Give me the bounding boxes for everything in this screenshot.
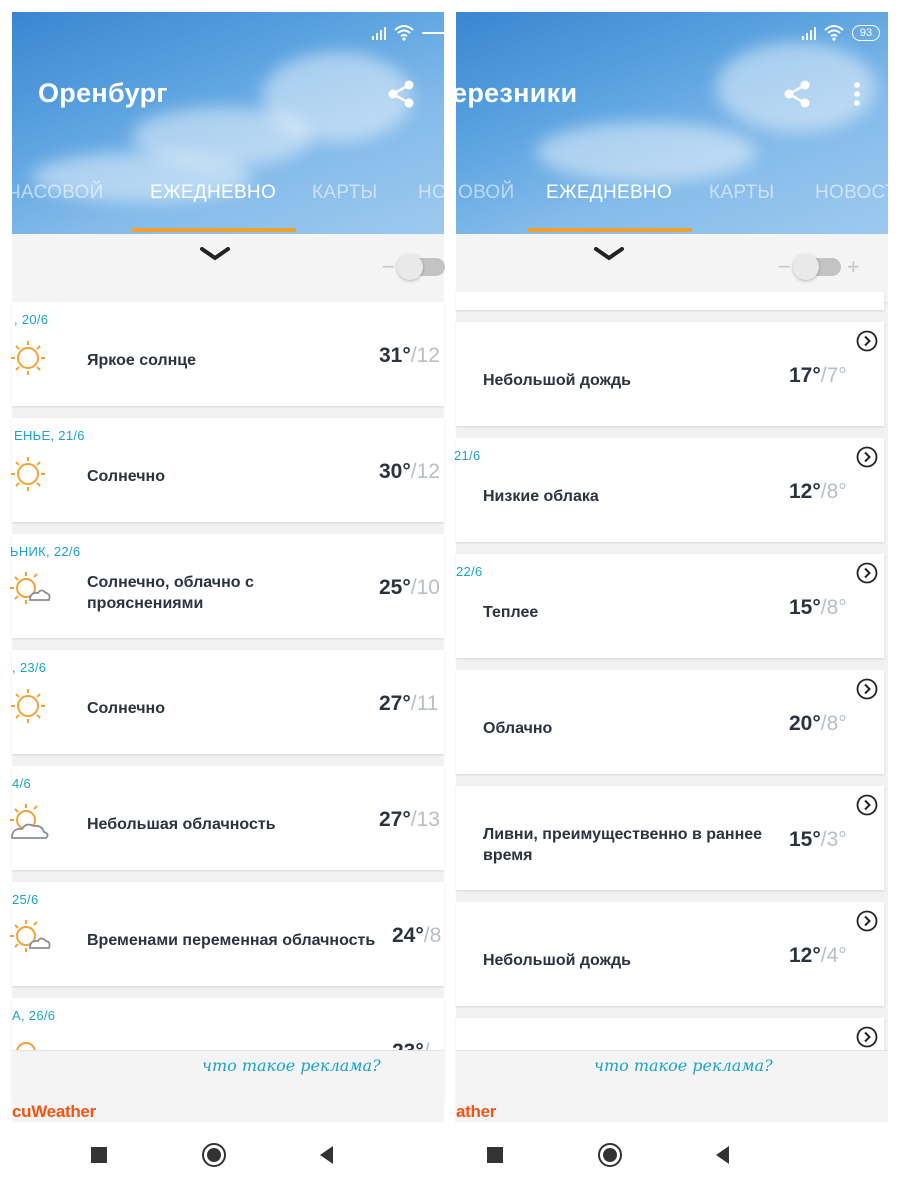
chevron-down-icon[interactable]	[198, 244, 232, 264]
weather-description: Ливни, преимущественно в раннее время	[483, 826, 763, 864]
temp-low: /12	[410, 344, 440, 367]
signal-icon	[372, 26, 386, 40]
back-icon[interactable]	[314, 1142, 340, 1168]
temperature	[789, 944, 847, 968]
detail-toggle[interactable]	[382, 254, 445, 280]
temp-high: 25°	[379, 576, 411, 599]
forecast-card[interactable]	[456, 786, 884, 890]
share-icon	[783, 79, 811, 109]
chevron-right-circle-icon[interactable]	[856, 330, 878, 352]
tab-bar	[456, 182, 897, 218]
toggle-track	[797, 258, 841, 276]
temperature	[379, 344, 440, 368]
temp-high: 15°	[789, 596, 821, 619]
temp-high: 17°	[789, 364, 821, 387]
day-label: 4/6	[12, 776, 31, 791]
cloud-decor	[536, 122, 756, 182]
temperature	[789, 480, 847, 504]
weather-description: Облачно	[483, 720, 553, 737]
tab-maps[interactable]: КАРТЫ	[312, 182, 378, 203]
forecast-card[interactable]	[456, 322, 884, 426]
weather-screen-left	[8, 12, 448, 1188]
day-label: ЬНИК, 22/6	[10, 544, 81, 559]
forecast-card[interactable]	[456, 438, 884, 542]
battery-icon	[422, 32, 450, 34]
chevron-right-circle-icon[interactable]	[856, 562, 878, 584]
temp-low: /13	[410, 808, 440, 831]
tab-daily[interactable]: ЕЖЕДНЕВНО	[546, 182, 673, 203]
temp-low: /8°	[820, 712, 847, 735]
weather-description: Теплее	[483, 604, 539, 621]
toggle-minus: −	[382, 254, 395, 279]
weather-description: Небольшой дождь	[483, 372, 631, 389]
tab-hourly[interactable]: ОВОЙ	[458, 182, 515, 203]
chevron-right-circle-icon[interactable]	[856, 1026, 878, 1048]
forecast-card[interactable]	[456, 554, 884, 658]
back-icon[interactable]	[710, 1142, 736, 1168]
signal-icon	[802, 26, 816, 40]
temp-high: 12°	[789, 944, 821, 967]
status-bar	[802, 25, 880, 41]
city-title: ерезники	[452, 78, 578, 108]
day-label: 22/6	[456, 564, 483, 579]
temp-low: /11	[410, 692, 439, 715]
toggle-minus: −	[778, 254, 791, 279]
weather-description: Небольшой дождь	[483, 952, 631, 969]
day-label: 25/6	[12, 892, 39, 907]
temp-high: 30°	[379, 460, 411, 483]
forecast-card[interactable]	[456, 670, 884, 774]
day-label: ЕНЬЕ, 21/6	[14, 428, 85, 443]
toggle-plus: +	[846, 254, 860, 279]
temp-low: /12	[410, 460, 440, 483]
day-label: А, 26/6	[12, 1008, 56, 1023]
weather-description: Временами переменная облачность	[87, 932, 376, 949]
chevron-down-icon[interactable]	[592, 244, 626, 264]
status-bar	[372, 25, 450, 41]
ad-banner[interactable]	[12, 1050, 444, 1123]
tab-hourly[interactable]: ЧАСОВОЙ	[8, 182, 104, 203]
recents-icon[interactable]	[86, 1142, 112, 1168]
home-icon[interactable]	[201, 1142, 227, 1168]
temperature	[789, 596, 847, 620]
ad-info-link[interactable]: что такое реклама?	[202, 1056, 381, 1075]
weather-screen-right	[452, 12, 897, 1188]
temp-high: 31°	[379, 344, 411, 367]
weather-description: Яркое солнце	[87, 352, 197, 369]
chevron-right-circle-icon[interactable]	[856, 794, 878, 816]
chevron-right-circle-icon[interactable]	[856, 910, 878, 932]
temp-low: /8	[423, 924, 442, 947]
temp-high: 24°	[392, 924, 424, 947]
tab-news[interactable]: НО	[418, 182, 448, 203]
temp-high: 27°	[379, 808, 411, 831]
more-vert-icon	[853, 81, 861, 107]
header	[452, 12, 897, 234]
sun-icon	[8, 452, 52, 496]
active-tab-indicator	[132, 228, 296, 232]
temperature	[379, 460, 440, 484]
forecast-card[interactable]	[12, 534, 444, 638]
day-label: 21/6	[454, 448, 481, 463]
ad-banner[interactable]	[456, 1050, 888, 1123]
sun-cloud-icon	[8, 916, 52, 960]
forecast-card[interactable]	[12, 882, 444, 986]
weather-description: Солнечно	[87, 468, 165, 485]
share-button[interactable]	[782, 78, 812, 110]
temp-low: /8°	[820, 596, 847, 619]
tab-daily[interactable]: ЕЖЕДНЕВНО	[150, 182, 277, 203]
temperature	[379, 576, 440, 600]
recents-icon[interactable]	[482, 1142, 508, 1168]
tab-bar	[8, 182, 448, 218]
temperature	[379, 808, 440, 832]
weather-description: Солнечно, облачно с прояснениями	[87, 574, 254, 612]
sun-icon	[8, 336, 52, 380]
temp-low: /3°	[820, 828, 847, 851]
day-label: , 20/6	[14, 312, 49, 327]
temperature	[789, 828, 847, 852]
temp-high: 12°	[789, 480, 821, 503]
sun-icon	[8, 684, 52, 728]
temperature	[392, 924, 441, 948]
accuweather-logo: ather	[456, 1102, 497, 1121]
accuweather-logo: cuWeather	[12, 1102, 96, 1121]
weather-description: Небольшая облачность	[87, 816, 276, 833]
temp-high: 27°	[379, 692, 411, 715]
temp-low: /10	[410, 576, 440, 599]
share-button[interactable]	[386, 78, 416, 110]
toggle-knob	[397, 254, 423, 280]
forecast-card[interactable]	[456, 902, 884, 1006]
forecast-card[interactable]	[12, 766, 444, 870]
home-icon[interactable]	[597, 1142, 623, 1168]
day-label: , 23/6	[12, 660, 47, 675]
temp-high: 20°	[789, 712, 821, 735]
temperature	[379, 692, 438, 716]
android-nav-bar	[456, 1122, 888, 1188]
temperature	[789, 364, 847, 388]
temp-low: /7°	[820, 364, 847, 387]
wifi-icon	[394, 25, 414, 41]
toggle-knob	[793, 254, 819, 280]
subbar	[12, 234, 444, 303]
temp-high: 15°	[789, 828, 821, 851]
forecast-card[interactable]	[12, 418, 444, 522]
sun-cloud-icon	[8, 568, 52, 612]
tab-news[interactable]: НОВОСТ	[815, 182, 897, 203]
active-tab-indicator	[528, 228, 692, 232]
more-options-button[interactable]	[842, 78, 872, 110]
tab-maps[interactable]: КАРТЫ	[709, 182, 775, 203]
forecast-card-partial	[456, 292, 884, 310]
header	[8, 12, 448, 234]
sun-cloud-icon	[8, 800, 52, 844]
battery-indicator: 93	[852, 25, 880, 41]
wifi-icon	[824, 25, 844, 41]
android-nav-bar	[12, 1122, 444, 1188]
temperature	[789, 712, 847, 736]
weather-description: Солнечно	[87, 700, 165, 717]
city-title: Оренбург	[38, 78, 168, 108]
temp-low: /4°	[820, 944, 847, 967]
forecast-card[interactable]	[12, 650, 444, 754]
temp-low: /8°	[820, 480, 847, 503]
toggle-track	[401, 258, 445, 276]
detail-toggle[interactable]	[778, 254, 860, 280]
ad-info-link[interactable]: что такое реклама?	[594, 1056, 773, 1075]
chevron-right-circle-icon[interactable]	[856, 678, 878, 700]
weather-description: Низкие облака	[483, 488, 599, 505]
share-icon	[387, 79, 415, 109]
chevron-right-circle-icon[interactable]	[856, 446, 878, 468]
forecast-card[interactable]	[12, 302, 444, 406]
